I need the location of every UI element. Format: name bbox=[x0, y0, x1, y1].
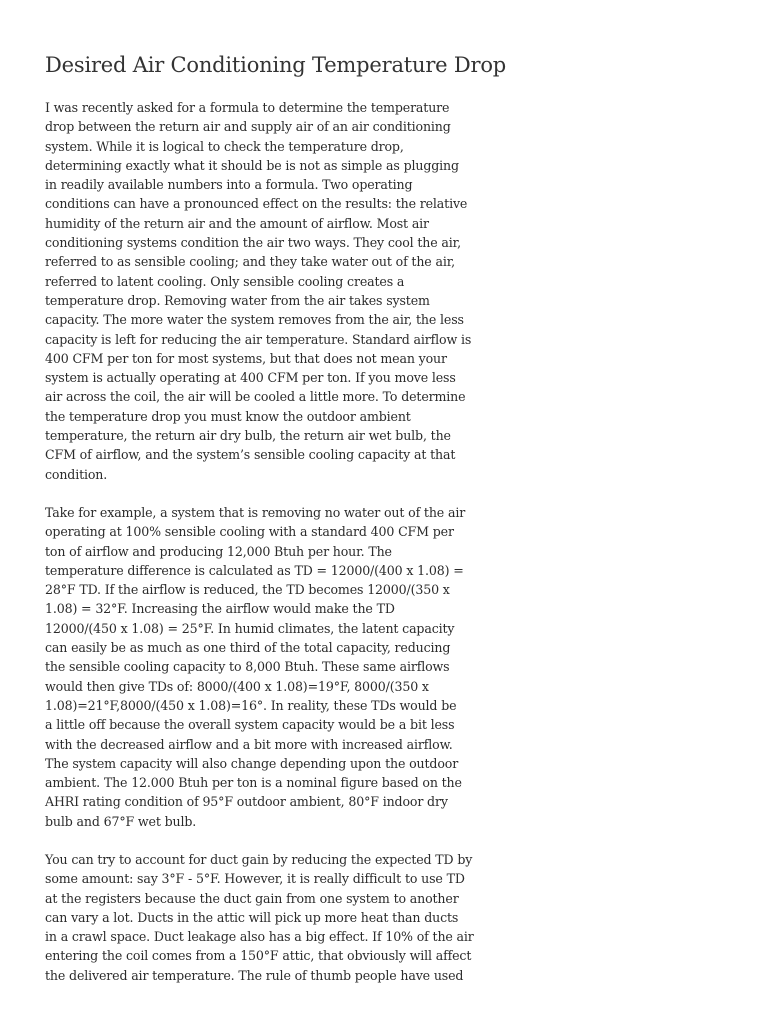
page-title: Desired Air Conditioning Temperature Drop bbox=[45, 53, 507, 77]
text-line: 400 CFM per ton for most systems, but that does not mean your bbox=[45, 350, 447, 366]
text-line: the sensible cooling capacity to 8,000 Btuh. These same airflows bbox=[45, 659, 450, 675]
text-line: bulb and 67°F wet bulb. bbox=[45, 813, 197, 829]
document-page bbox=[45, 50, 515, 1004]
text-line: conditions can have a pronounced effect on the results: the relative bbox=[45, 196, 468, 212]
text-line: the delivered air temperature. The rule of thumb people have used bbox=[45, 967, 464, 983]
text-line: with the decreased airflow and a bit more with increased airflow. bbox=[45, 736, 453, 752]
text-line: 1.08) = 32°F. Increasing the airflow would make the TD bbox=[45, 601, 395, 617]
text-line: the temperature drop you must know the outdoor ambient bbox=[45, 408, 411, 424]
text-line: temperature difference is calculated as TD = 12000/(400 x 1.08) = bbox=[45, 562, 464, 578]
text-line: Take for example, a system that is removing no water out of the air bbox=[45, 504, 466, 520]
text-line: system is actually operating at 400 CFM per ton. If you move less bbox=[45, 370, 456, 386]
text-line: referred to latent cooling. Only sensible cooling creates a bbox=[45, 273, 405, 289]
text-line: ton of airflow and producing 12,000 Btuh per hour. The bbox=[45, 543, 392, 559]
text-line: AHRI rating condition of 95°F outdoor ambient, 80°F indoor dry bbox=[45, 794, 448, 810]
text-line: capacity is left for reducing the air temperature. Standard airflow is bbox=[45, 331, 472, 347]
text-line: air across the coil, the air will be cooled a little more. To determine bbox=[45, 389, 466, 405]
text-line: humidity of the return air and the amount of airflow. Most air bbox=[45, 215, 429, 231]
text-line: temperature drop. Removing water from the air takes system bbox=[45, 292, 430, 308]
text-line: conditioning systems condition the air two ways. They cool the air, bbox=[45, 235, 461, 251]
text-line: some amount: say 3°F - 5°F. However, it is really difficult to use TD bbox=[45, 871, 465, 887]
text-line: would then give TDs of: 8000/(400 x 1.08)=19°F, 8000/(350 x bbox=[45, 678, 429, 694]
paragraph bbox=[45, 850, 515, 985]
text-line: 1.08)=21°F,8000/(450 x 1.08)=16°. In reality, these TDs would be bbox=[45, 697, 457, 713]
text-line: CFM of airflow, and the system’s sensible cooling capacity at that bbox=[45, 447, 456, 463]
text-line: condition. bbox=[45, 466, 108, 482]
text-line: in a crawl space. Duct leakage also has a big effect. If 10% of the air bbox=[45, 929, 474, 945]
text-line: 12000/(450 x 1.08) = 25°F. In humid climates, the latent capacity bbox=[45, 620, 455, 636]
text-line: at the registers because the duct gain from one system to another bbox=[45, 890, 459, 906]
text-line: temperature, the return air dry bulb, the return air wet bulb, the bbox=[45, 428, 451, 444]
text-line: ambient. The 12.000 Btuh per ton is a nominal figure based on the bbox=[45, 775, 462, 791]
text-line: a little off because the overall system capacity would be a bit less bbox=[45, 717, 455, 733]
text-line: entering the coil comes from a 150°F attic, that obviously will affect bbox=[45, 948, 472, 964]
text-line: I was recently asked for a formula to determine the temperature bbox=[45, 100, 450, 115]
text-line: capacity. The more water the system removes from the air, the less bbox=[45, 312, 464, 328]
text-line: 28°F TD. If the airflow is reduced, the TD becomes 12000/(350 x bbox=[45, 582, 450, 598]
text-line: You can try to account for duct gain by reducing the expected TD by bbox=[45, 851, 473, 867]
text-line: The system capacity will also change depending upon the outdoor bbox=[45, 755, 459, 771]
text-line: determining exactly what it should be is not as simple as plugging bbox=[45, 157, 459, 173]
text-line: referred to as sensible cooling; and they take water out of the air, bbox=[45, 254, 456, 270]
text-line: can easily be as much as one third of the total capacity, reducing bbox=[45, 640, 451, 656]
paragraph bbox=[45, 98, 515, 484]
article-body bbox=[45, 98, 515, 985]
text-line: system. While it is logical to check the temperature drop, bbox=[45, 138, 404, 154]
text-line: drop between the return air and supply air of an air conditioning bbox=[45, 119, 451, 135]
text-line: in readily available numbers into a formula. Two operating bbox=[45, 177, 413, 193]
paragraph bbox=[45, 503, 515, 831]
text-line: can vary a lot. Ducts in the attic will pick up more heat than ducts bbox=[45, 909, 459, 925]
text-line: operating at 100% sensible cooling with a standard 400 CFM per bbox=[45, 524, 454, 540]
